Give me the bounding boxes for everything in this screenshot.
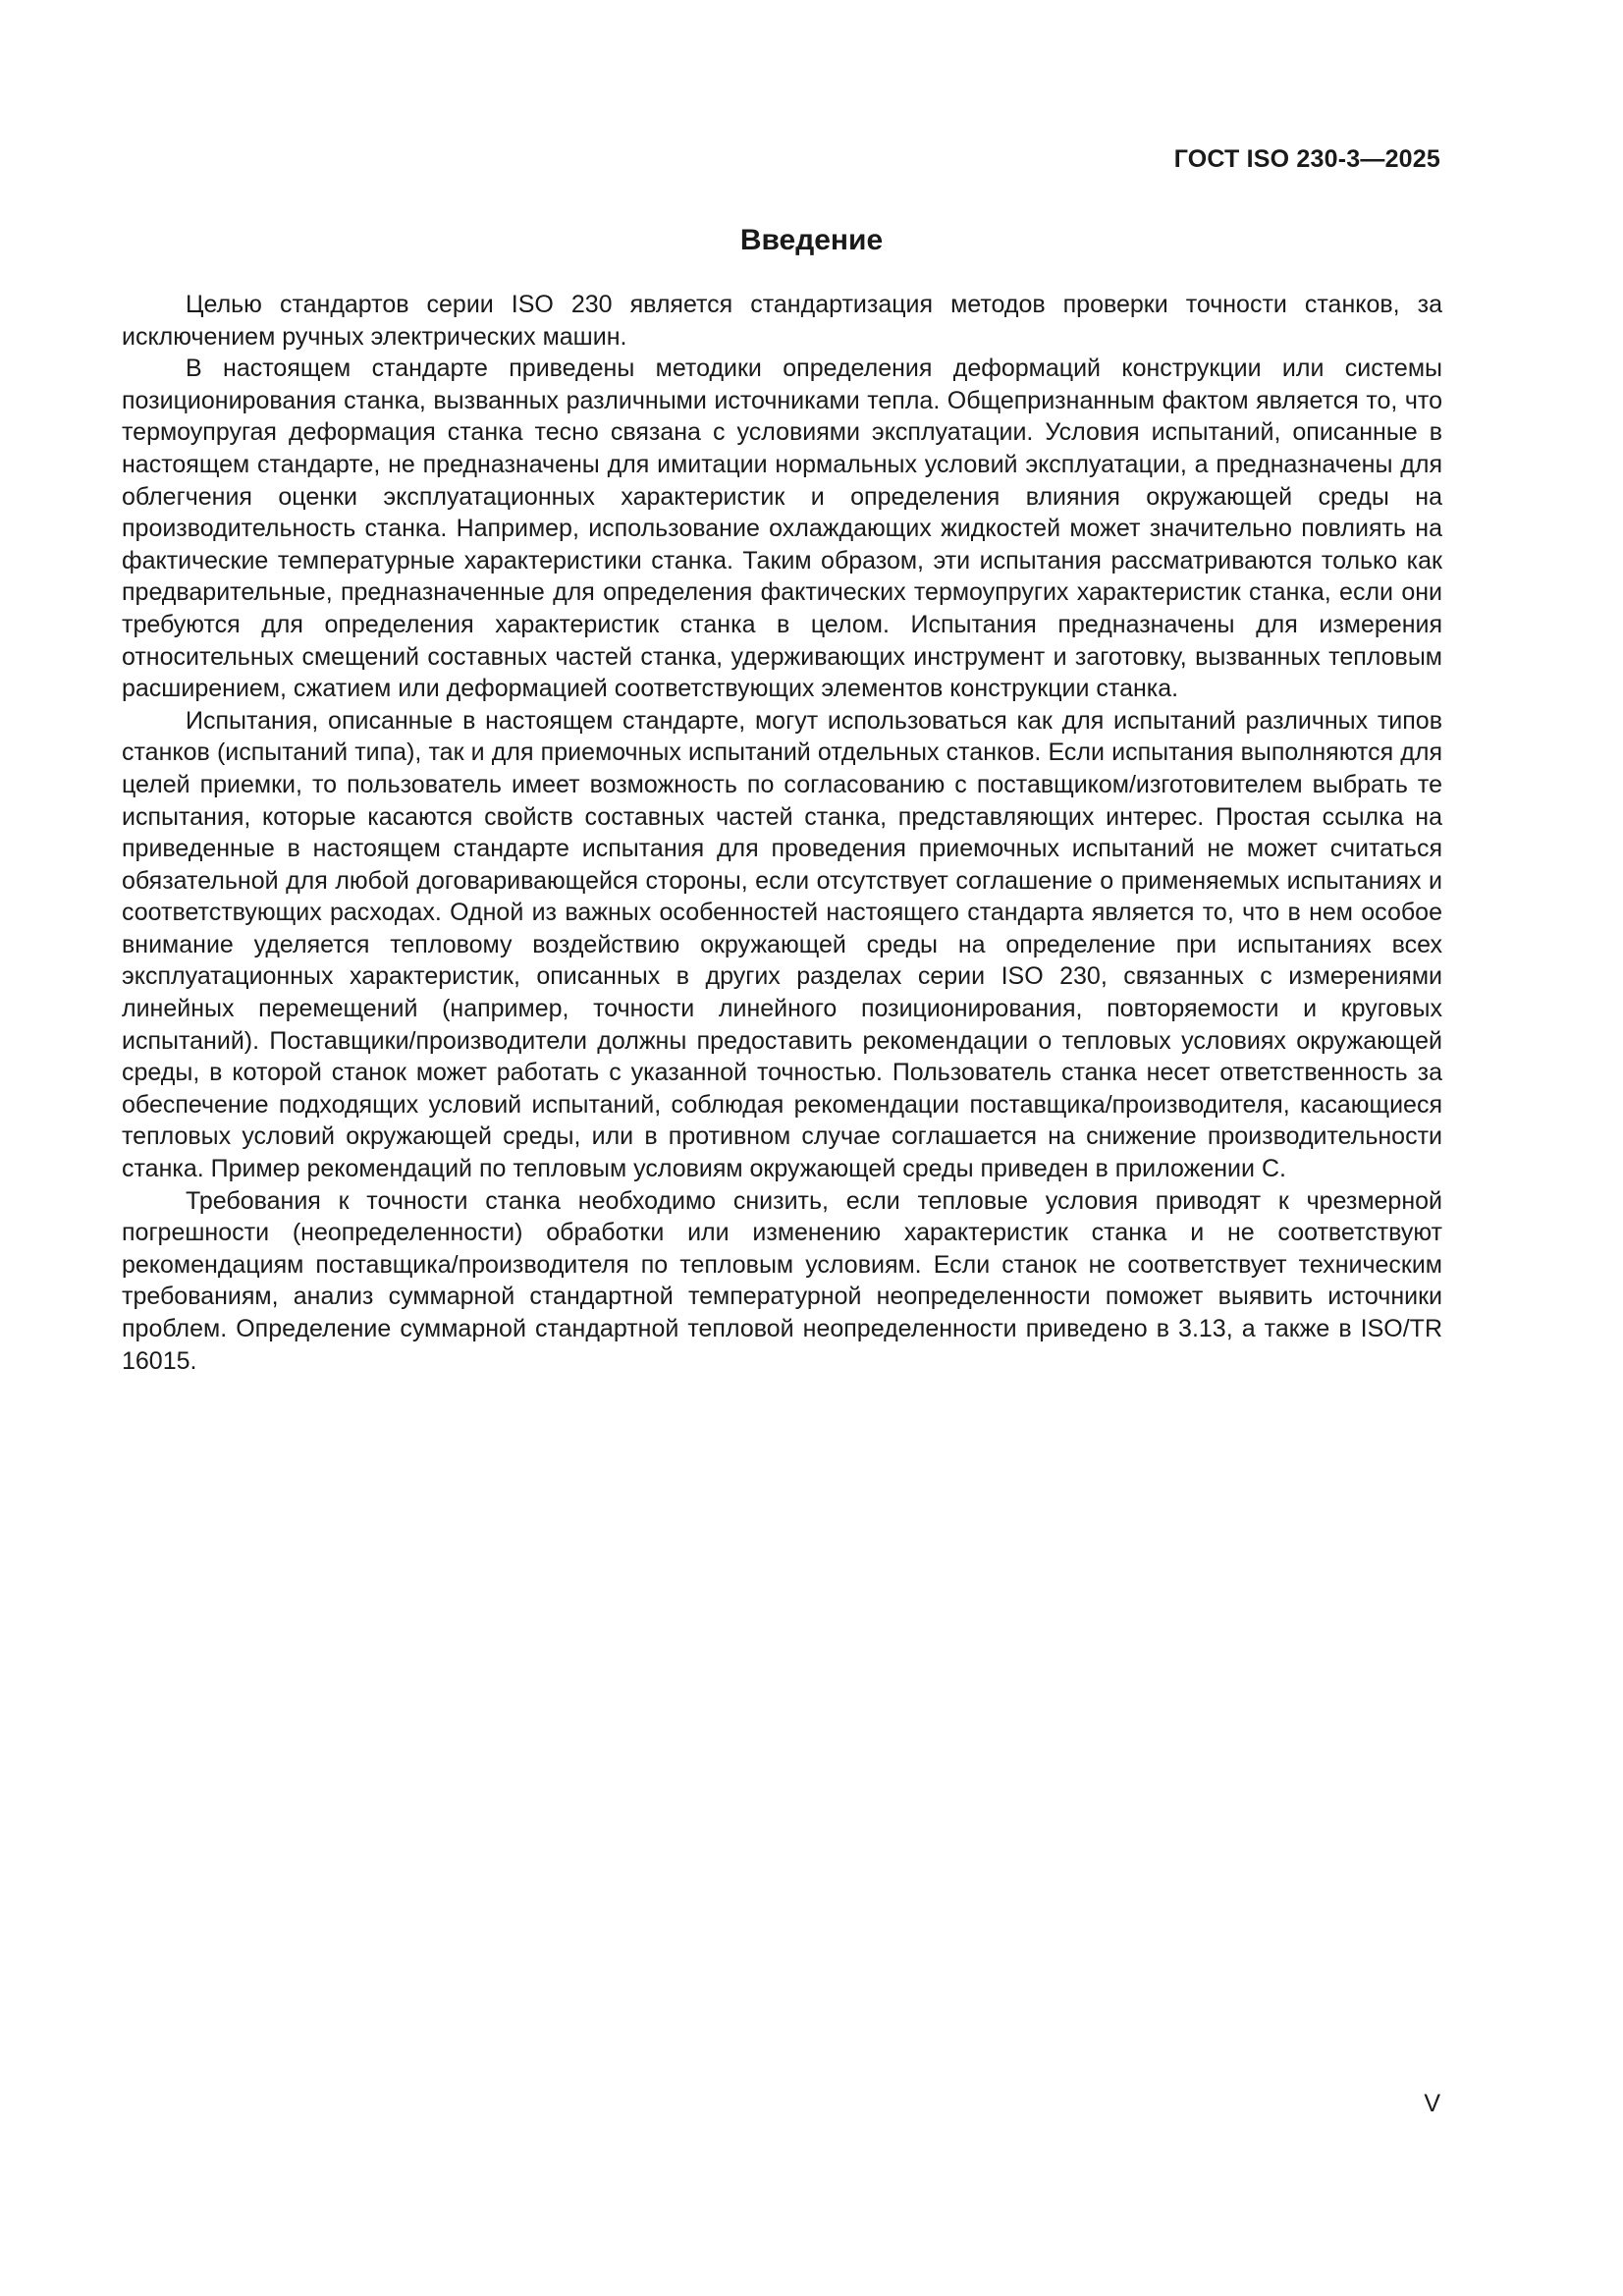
- paragraph: В настоящем стандарте приведены методики определения деформаций конструкции или системы позиционирования станка, вызванных различными источниками тепла. Общепризнанным фактом является то, что термоупругая деформация станка тесно связана с условиями эксплуатации. Условия испытаний, описанные в настоящем стандарте, не предназначены для имитации нормальных условий эксплуатации, а предназначены для облегчения оценки эксплуатационных характеристик и определения влияния окружающей среды на производительность станка. Например, использование охлаждающих жидкостей может значительно повлиять на фактические температурные характеристики станка. Таким образом, эти испытания рассматриваются только как предварительные, предназначенные для определения фактических термоупругих характеристик станка, если они требуются для определения характеристик станка в целом. Испытания предназначены для измерения относительных смещений составных частей станка, удерживающих инструмент и заготовку, вызванных тепловым расширением, сжатием или деформацией соответствующих элементов конструкции станка.: [122, 355, 1442, 703]
- document-code: ГОСТ ISO 230-3—2025: [1173, 145, 1440, 173]
- body-text: [122, 289, 1442, 1377]
- paragraph: Целью стандартов серии ISO 230 является стандартизация методов проверки точности станков, за исключением ручных электрических машин.: [122, 291, 1442, 351]
- paragraph: Требования к точности станка необходимо снизить, если тепловые условия приводят к чрезмерной погрешности (неопределенности) обработки или изменению характеристик станка и не соответствуют рекомендациям поставщика/производителя по тепловым условиям. Если станок не соответствует техническим требованиям, анализ суммарной стандартной температурной неопределенности поможет выявить источники проблем. Определение суммарной стандартной тепловой неопределенности приведено в 3.13, а также в ISO/TR 16015.: [122, 1186, 1442, 1375]
- section-title: Введение: [739, 224, 884, 256]
- paragraph: Испытания, описанные в настоящем стандарте, могут использоваться как для испытаний различных типов станков (испытаний типа), так и для приемочных испытаний отдельных станков. Если испытания выполняются для целей приемки, то пользователь имеет возможность по согласованию с поставщиком/изготовителем выбрать те испытания, которые касаются свойств составных частей станка, представляющих интерес. Простая ссылка на приведенные в настоящем стандарте испытания для проведения приемочных испытаний не может считаться обязательной для любой договаривающейся стороны, если отсутствует соглашение о применяемых испытаниях и соответствующих расходах. Одной из важных особенностей настоящего стандарта является то, что в нем особое внимание уделяется тепловому воздействию окружающей среды на определение при испытаниях всех эксплуатационных характеристик, описанных в других разделах серии ISO 230, связанных с измерениями линейных перемещений (например, точности линейного позиционирования, повторяемости и круговых испытаний). Поставщики/производители должны предоставить рекомендации о тепловых условиях окружающей среды, в которой станок может работать с указанной точностью. Пользователь станка несет ответственность за обеспечение подходящих условий испытаний, соблюдая рекомендации поставщика/производителя, касающиеся тепловых условий окружающей среды, или в противном случае соглашается на снижение производительности станка. Пример рекомендаций по тепловым условиям окружающей среды приведен в приложении С.: [122, 706, 1442, 1183]
- page-number: V: [1424, 2090, 1440, 2117]
